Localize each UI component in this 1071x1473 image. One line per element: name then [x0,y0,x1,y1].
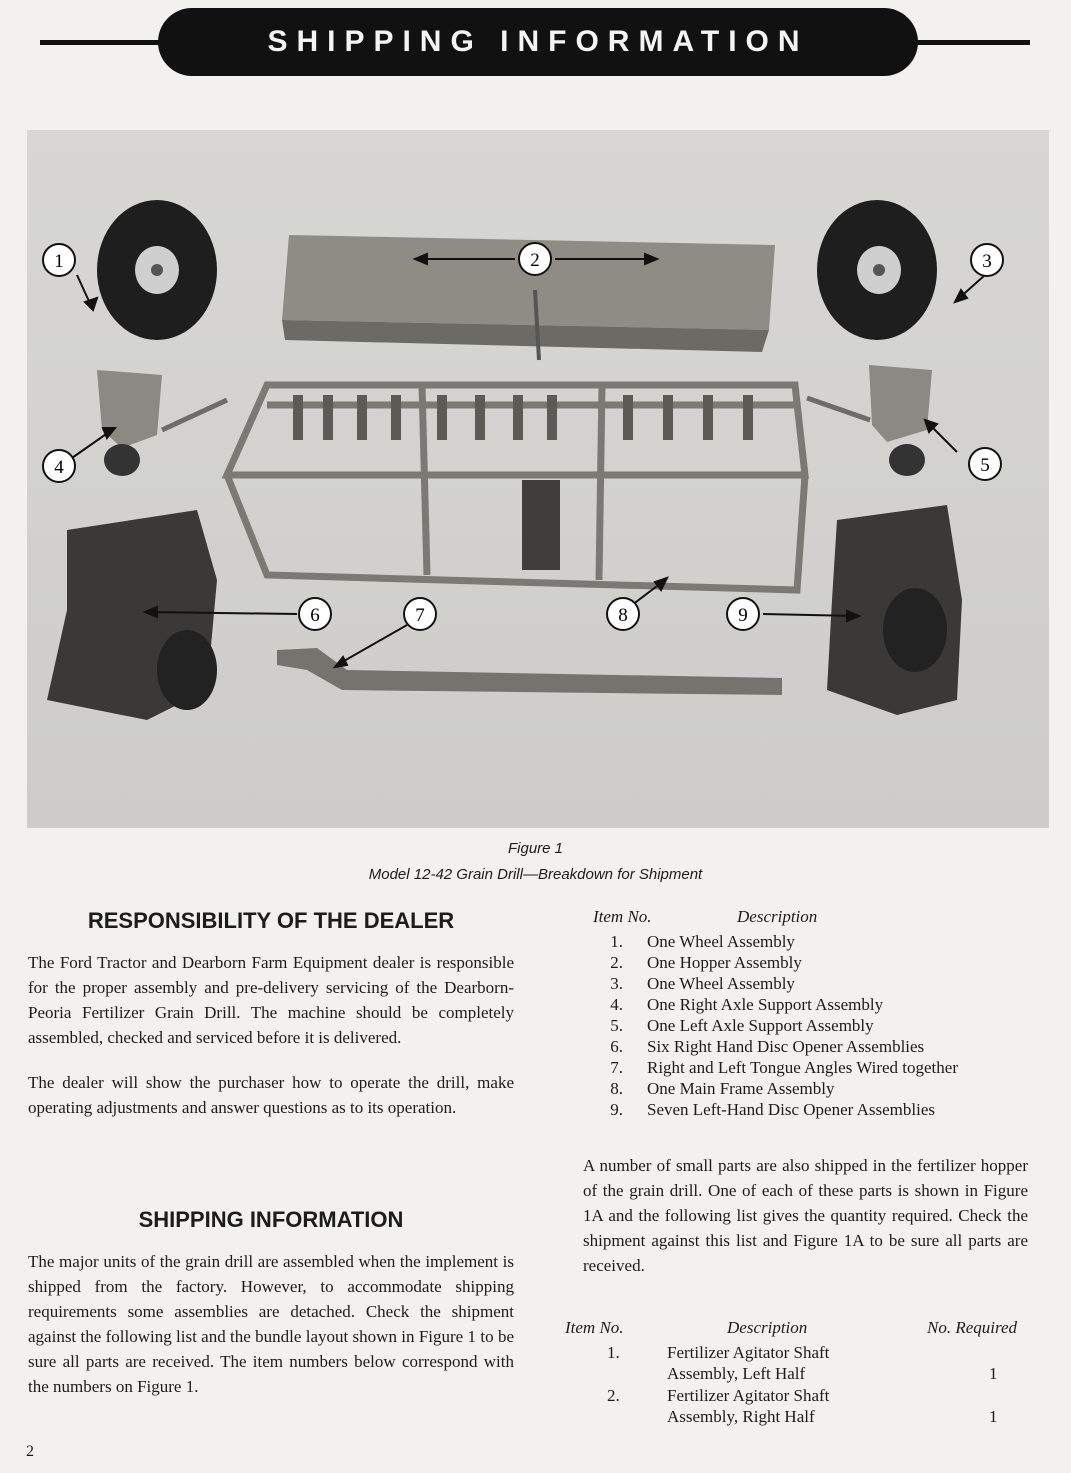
parts-table [563,1318,1053,1428]
figure-caption: Model 12-42 Grain Drill—Breakdown for Shipment [368,866,703,883]
list-item: 5. One Left Axle Support Assembly [610,1016,874,1035]
item-list-header [585,907,1035,931]
wheel-left [97,200,217,340]
svg-text:9: 9 [738,605,748,626]
list-item: 9. Seven Left-Hand Disc Opener Assemblies [610,1100,935,1119]
responsibility-paragraph-2: The dealer will show the purchaser how to operate the drill, make operating adjustments and answer questions as to its operation. [28,1073,514,1117]
list-item: 3. One Wheel Assembly [610,974,795,993]
list-item: 7. Right and Left Tongue Angles Wired together [610,1058,958,1077]
shipping-paragraph: The major units of the grain drill are assembled when the implement is shipped from the factory. However, to accommodate shipping requirements some assemblies are detached. Check the shipment against the following list and the bundle layout shown in Figure 1 to be sure all parts are received. The item numbers below correspond with the numbers on Figure 1. [28,1252,514,1396]
shipping-section [28,1207,514,1399]
parts-description-header: Description [727,1318,808,1337]
list-item: 2. One Hopper Assembly [610,953,802,972]
callout-2 [519,243,551,275]
wheel-right [817,200,937,340]
shipment-item-list [585,907,1035,1120]
svg-text:8: 8 [618,605,628,626]
disc-openers-left [47,510,217,720]
parts-required-header: No. Required [927,1318,1018,1337]
shipping-heading: SHIPPING INFORMATION [138,1207,404,1232]
axle-support-right [807,365,932,476]
figure-label: Figure 1 [507,840,564,857]
list-item: 6. Six Right Hand Disc Opener Assemblies [610,1037,925,1056]
callout-8 [607,598,639,630]
description-header: Description [737,907,818,926]
list-item: 1. One Wheel Assembly [610,932,795,951]
header-banner [158,8,918,76]
responsibility-paragraph-1: The Ford Tractor and Dearborn Farm Equipment dealer is responsible for the proper assembly and pre-delivery servicing of the Dearborn-Peoria Fertilizer Grain Drill. The machine should be completely assembled, checked and serviced before it is delivered. [28,953,514,1047]
page-title: SHIPPING INFORMATION [267,25,809,58]
callout-9 [727,598,759,630]
callout-3 [971,244,1003,276]
figure-photo [27,130,1049,828]
parts-item-no-header: Item No. [565,1318,624,1337]
list-item: 8. One Main Frame Assembly [610,1079,835,1098]
callout-4 [43,450,75,482]
svg-text:1: 1 [54,251,64,272]
table-row: 1. Fertilizer Agitator Shaft Assembly, Left Half 1 [607,1343,998,1383]
svg-text:3: 3 [982,251,992,272]
parts-table-header [563,1318,1053,1342]
item-no-header: Item No. [593,907,652,926]
svg-text:5: 5 [980,455,990,476]
disc-openers-right [827,505,962,715]
small-parts-paragraph: A number of small parts are also shipped in the fertilizer hopper of the grain drill. One of each of these parts is shown in Figure 1A and the following list gives the quantity required. Check the shipment against this list and Figure 1A to be sure all parts are received. [583,1156,1028,1275]
frame-tubes [293,395,753,570]
svg-text:4: 4 [54,457,64,478]
responsibility-heading: RESPONSIBILITY OF THE DEALER [87,908,455,933]
svg-text:7: 7 [415,605,425,626]
list-item: 4. One Right Axle Support Assembly [610,995,884,1014]
callout-5 [969,448,1001,480]
table-row: 2. Fertilizer Agitator Shaft Assembly, Right Half 1 [607,1386,998,1426]
svg-text:6: 6 [310,605,320,626]
callout-1 [43,244,75,276]
callout-6 [299,598,331,630]
callout-7 [404,598,436,630]
svg-text:2: 2 [530,250,540,271]
page-number: 2 [26,1443,34,1460]
responsibility-section [28,908,514,1120]
axle-support-left [97,370,227,476]
